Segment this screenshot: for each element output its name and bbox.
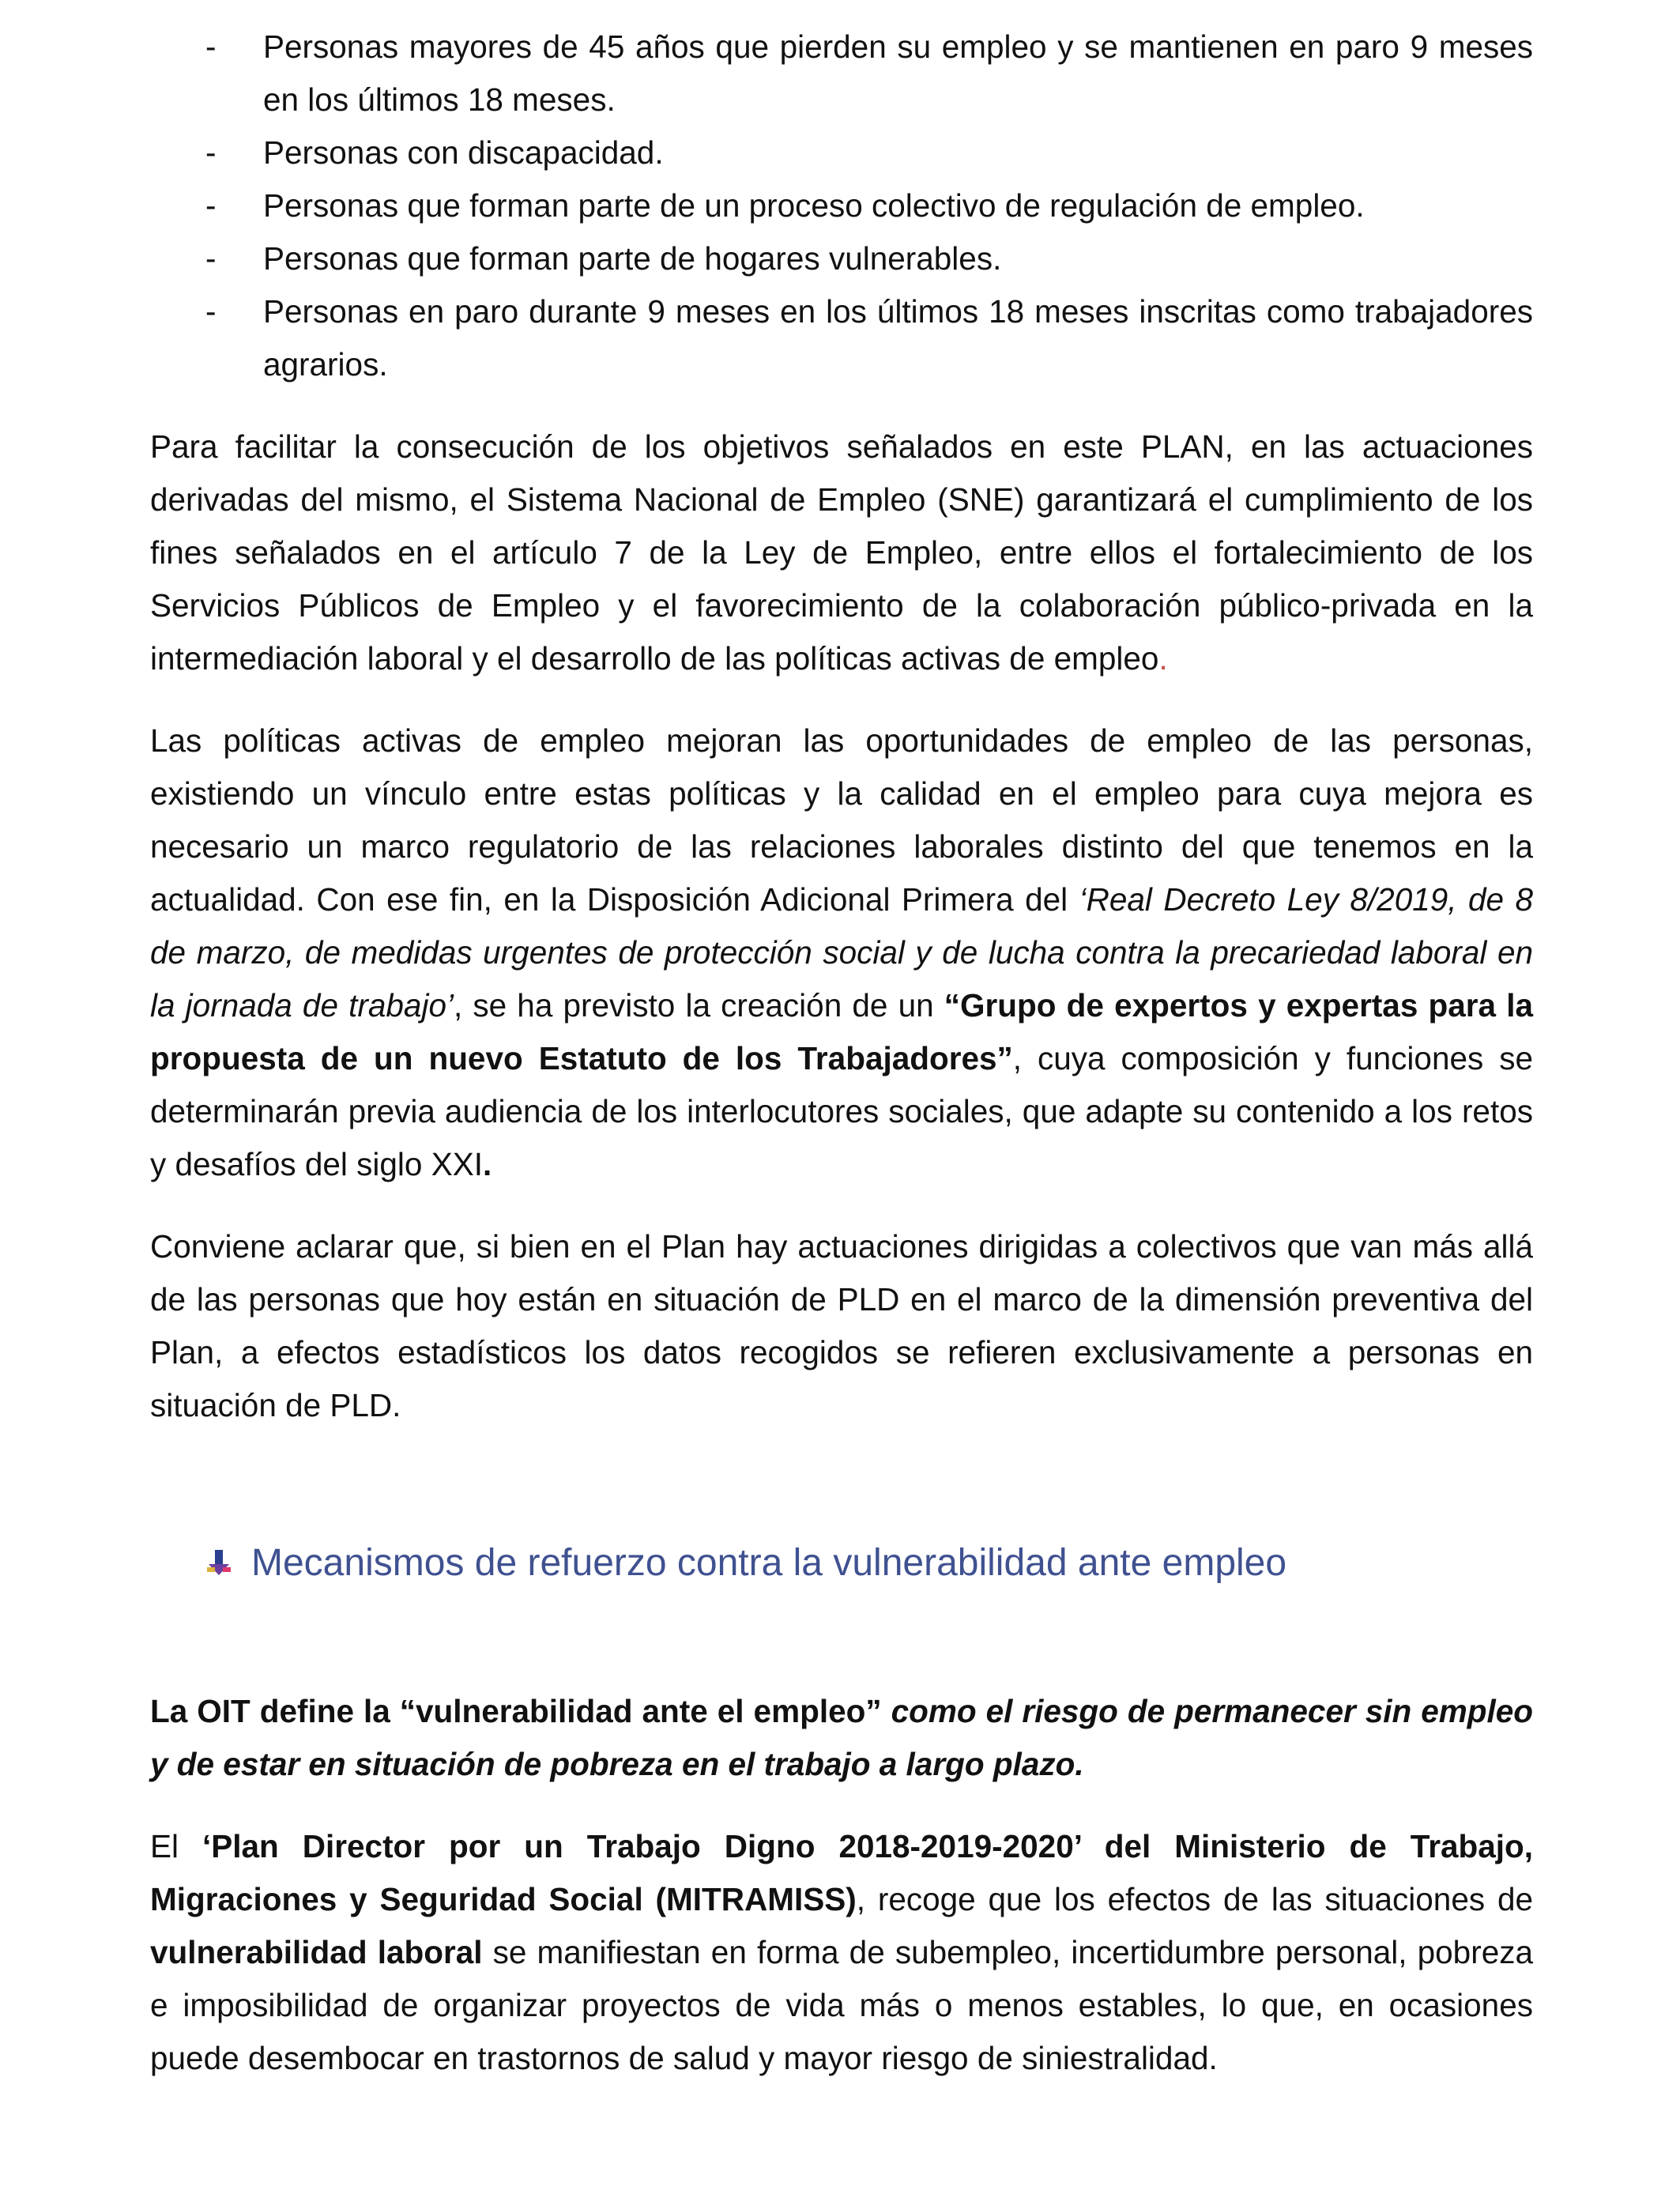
expert-group-name: “Grupo de expertos y expertas para la propuesta de un nuevo Estatuto de los Trabajadores” — [150, 987, 1533, 1076]
paragraph-politicas-activas: Las políticas activas de empleo mejoran las oportunidades de empleo de las personas, existiendo un vínculo entre estas políticas y la calidad en el empleo para cuya mejora es necesario un marco regulatorio de las relaciones laborales distinto del que tenemos en la actualidad. Con ese fin, en la Disposición Adicional Primera del ‘Real Decreto Ley 8/2019, de 8 de marzo, de medidas urgentes de protección social y de lucha contra la precariedad laboral en la jornada de trabajo’, se ha previsto la creación de un “Grupo de expertos y expertas para la propuesta de un nuevo Estatuto de los Trabajadores”, cuya composición y funciones se determinarán previa audiencia de los interlocutores sociales, que adapte su contenido a los retos y desafíos del siglo XXI. — [150, 722, 1533, 1182]
down-arrow-bullet-icon — [205, 1548, 234, 1577]
dash-bullet: - — [205, 28, 217, 65]
document-page — [150, 21, 1533, 2085]
dash-bullet: - — [205, 134, 217, 171]
decree-reference: ‘Real Decreto Ley 8/2019, de 8 de marzo, de medidas urgentes de protección social y de lucha contra la precariedad laboral en la jornada de trabajo’ — [150, 881, 1533, 1023]
paragraph-pld: Conviene aclarar que, si bien en el Plan hay actuaciones dirigidas a colectivos que van más allá de las personas que hoy están en situación de PLD en el marco de la dimensión preventiva del Plan, a efectos estadísticos los datos recogidos se refieren exclusivamente a personas en situación de PLD. — [150, 1228, 1533, 1423]
plan-director-name: ‘Plan Director por un Trabajo Digno 2018-2019-2020’ del Ministerio de Trabajo, Migraciones y Seguridad Social (MITRAMISS) — [150, 1828, 1534, 1917]
dash-bullet: - — [205, 293, 217, 330]
paragraph-plan-director: El ‘Plan Director por un Trabajo Digno 2018-2019-2020’ del Ministerio de Trabajo, Migraciones y Seguridad Social (MITRAMISS), recoge que los efectos de las situaciones de vulnerabilidad laboral se manifiestan en forma de subempleo, incertidumbre personal, pobreza e imposibilidad de organizar proyectos de vida más o menos estables, lo que, en ocasiones puede desembocar en trastornos de salud y mayor riesgo de siniestralidad. — [150, 1828, 1534, 2076]
list-item: - Personas mayores de 45 años que pierden su empleo y se mantienen en paro 9 meses en los últimos 18 meses. — [150, 21, 1533, 126]
list-item: - Personas que forman parte de hogares vulnerables. — [150, 232, 1533, 285]
dash-bullet: - — [205, 240, 217, 277]
paragraph-oit-definition: La OIT define la “vulnerabilidad ante el empleo” como el riesgo de permanecer sin empleo y de estar en situación de pobreza en el trabajo a largo plazo. — [150, 1693, 1534, 1782]
dash-bullet: - — [205, 187, 217, 224]
section-heading — [150, 1535, 1533, 1590]
paragraph-sne: Para facilitar la consecución de los objetivos señalados en este PLAN, en las actuaciones derivadas del mismo, el Sistema Nacional de Empleo (SNE) garantizará el cumplimiento de los fines señalados en el artículo 7 de la Ley de Empleo, entre ellos el fortalecimiento de los Servicios Públicos de Empleo y el favorecimiento de la colaboración público-privada en la intermediación laboral y el desarrollo de las políticas activas de empleo. — [150, 428, 1533, 677]
list-item: - Personas en paro durante 9 meses en los últimos 18 meses inscritas como trabajadores agrarios. — [150, 285, 1533, 391]
list-item: - Personas que forman parte de un proceso colectivo de regulación de empleo. — [150, 179, 1533, 232]
list-item: - Personas con discapacidad. — [150, 126, 1533, 179]
heading-title: Mecanismos de refuerzo contra la vulnerabilidad ante empleo — [251, 1541, 1287, 1584]
bullet-list — [150, 21, 1533, 391]
